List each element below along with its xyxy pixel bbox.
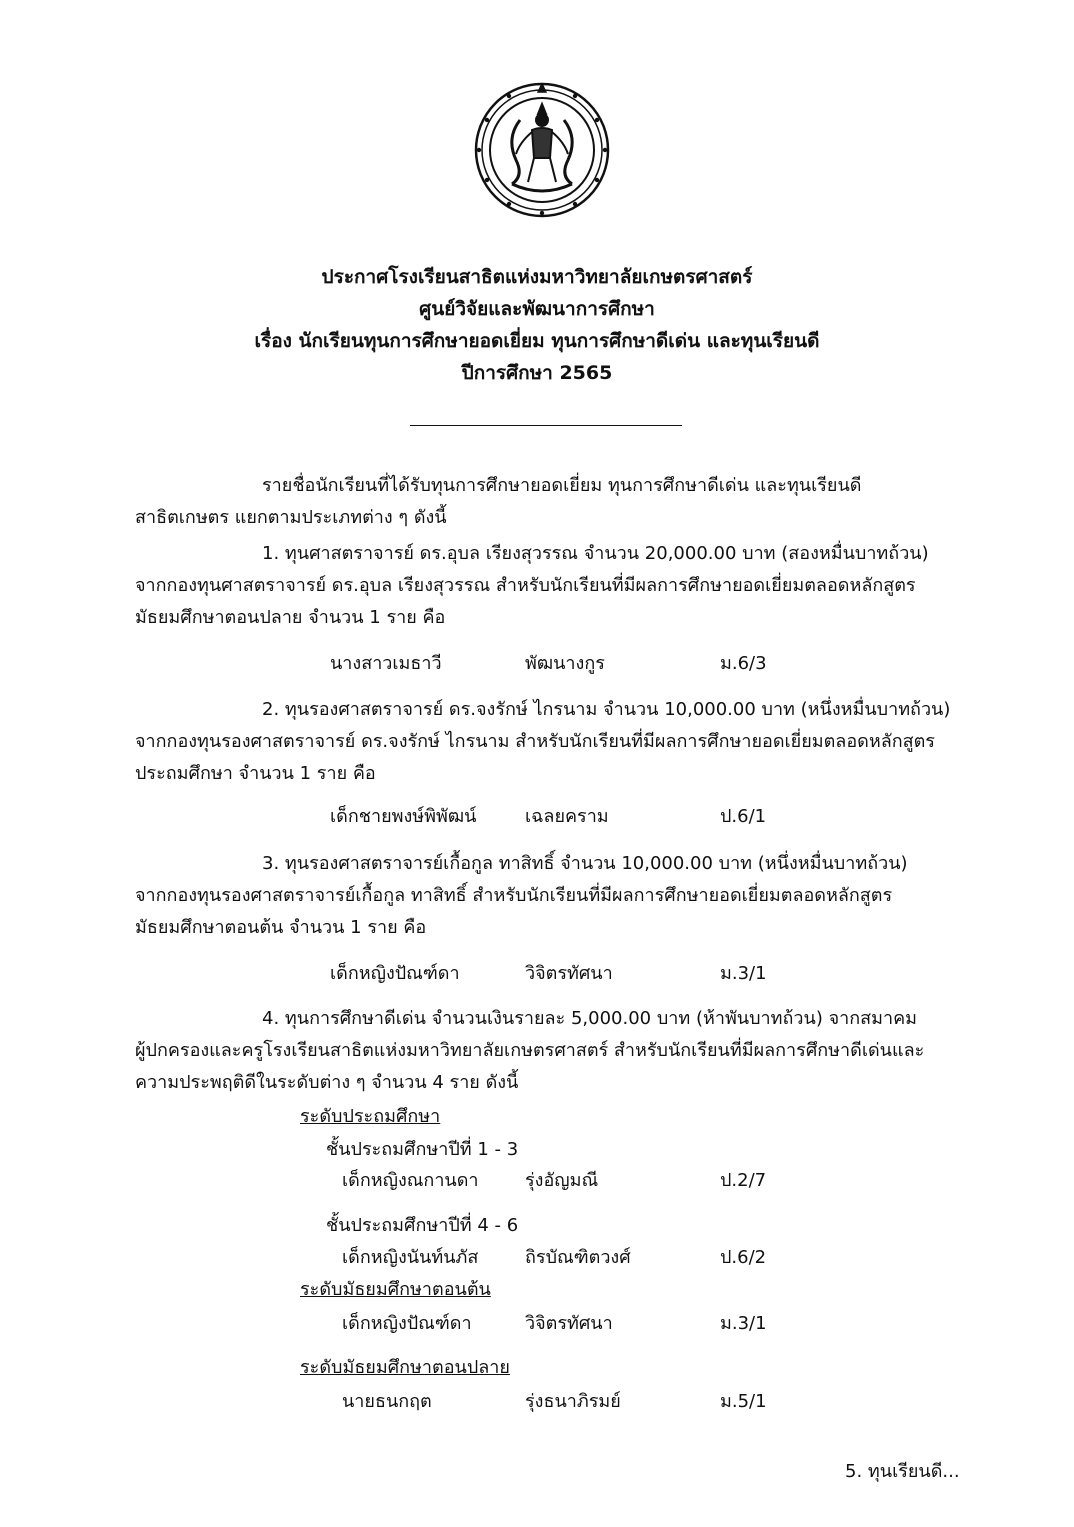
student-name: เด็กหญิงปัณฑ์ดา [330,963,460,984]
announcement-title-line1: ประกาศโรงเรียนสาธิตแห่งมหาวิทยาลัยเกษตรศาสตร์ [321,266,753,288]
item2-line2: จากกองทุนรองศาสตราจารย์ ดร.จงรักษ์ ไกรนาม สำหรับนักเรียนที่มีผลการศึกษายอดเยี่ยมตลอดหลักสูตร [135,731,935,752]
intro-line2: สาธิตเกษตร แยกตามประเภทต่าง ๆ ดังนี้ [135,507,447,528]
student-class: ป.6/1 [720,806,767,827]
student-surname: รุ่งอัญมณี [525,1170,599,1191]
announcement-title-line2: ศูนย์วิจัยและพัฒนาการศึกษา [419,298,655,320]
student-surname: วิจิตรทัศนา [525,963,613,984]
student-surname: ถิรบัณฑิตวงศ์ [525,1247,631,1268]
student-name: เด็กหญิงณกานดา [342,1170,479,1191]
item4-line1: 4. ทุนการศึกษาดีเด่น จำนวนเงินรายละ 5,000.00 บาท (ห้าพันบาทถ้วน) จากสมาคม [262,1008,917,1029]
item2-line1: 2. ทุนรองศาสตราจารย์ ดร.จงรักษ์ ไกรนาม จำนวน 10,000.00 บาท (หนึ่งหมื่นบาทถ้วน) [262,699,951,720]
student-class: ม.5/1 [720,1391,767,1412]
student-class: ม.6/3 [720,653,767,674]
announcement-subject: เรื่อง นักเรียนทุนการศึกษายอดเยี่ยม ทุนการศึกษาดีเด่น และทุนเรียนดี [254,330,820,352]
student-surname: พัฒนางกูร [525,653,605,674]
intro-line1: รายชื่อนักเรียนที่ได้รับทุนการศึกษายอดเยี่ยม ทุนการศึกษาดีเด่น และทุนเรียนดี [262,475,862,496]
student-name: เด็กชายพงษ์พิพัฒน์ [330,806,477,827]
item3-line2: จากกองทุนรองศาสตราจารย์เกื้อกูล ทาสิทธิ์ สำหรับนักเรียนที่มีผลการศึกษายอดเยี่ยมตลอดหลักสูตร [135,885,893,906]
item4-line3: ความประพฤติดีในระดับต่าง ๆ จำนวน 4 ราย ดังนี้ [135,1072,519,1093]
item2-line3: ประถมศึกษา จำนวน 1 ราย คือ [135,763,376,784]
student-class: ม.3/1 [720,963,767,984]
primary-grade-4-6-heading: ชั้นประถมศึกษาปีที่ 4 - 6 [326,1215,519,1236]
page-continuation: 5. ทุนเรียนดี... [845,1461,960,1482]
item3-line1: 3. ทุนรองศาสตราจารย์เกื้อกูล ทาสิทธิ์ จำนวน 10,000.00 บาท (หนึ่งหมื่นบาทถ้วน) [262,853,908,874]
student-class: ม.3/1 [720,1313,767,1334]
primary-grade-1-3-heading: ชั้นประถมศึกษาปีที่ 1 - 3 [326,1139,519,1160]
item1-line3: มัธยมศึกษาตอนปลาย จำนวน 1 ราย คือ [135,607,446,628]
student-class: ป.2/7 [720,1170,767,1191]
primary-level-heading: ระดับประถมศึกษา [300,1106,441,1127]
student-surname: วิจิตรทัศนา [525,1313,613,1334]
item1-line2: จากกองทุนศาสตราจารย์ ดร.อุบล เรียงสุวรรณ สำหรับนักเรียนที่มีผลการศึกษายอดเยี่ยมตลอดหลักสูตร [135,575,916,596]
school-seal-emblem [472,80,612,220]
student-class: ป.6/2 [720,1247,767,1268]
student-surname: รุ่งธนาภิรมย์ [525,1391,621,1412]
student-name: เด็กหญิงปัณฑ์ดา [342,1313,472,1334]
header-divider [410,425,682,426]
academic-year: ปีการศึกษา 2565 [461,362,613,384]
student-name: นายธนกฤต [342,1391,432,1412]
item3-line3: มัธยมศึกษาตอนต้น จำนวน 1 ราย คือ [135,917,427,938]
upper-secondary-heading: ระดับมัธยมศึกษาตอนปลาย [300,1357,510,1378]
item1-line1: 1. ทุนศาสตราจารย์ ดร.อุบล เรียงสุวรรณ จำนวน 20,000.00 บาท (สองหมื่นบาทถ้วน) [262,543,929,564]
student-surname: เฉลยคราม [525,806,609,827]
item4-line2: ผู้ปกครองและครูโรงเรียนสาธิตแห่งมหาวิทยาลัยเกษตรศาสตร์ สำหรับนักเรียนที่มีผลการศึกษาดีเด่นและ [135,1040,925,1061]
lower-secondary-heading: ระดับมัธยมศึกษาตอนต้น [300,1279,491,1300]
student-name: เด็กหญิงนันท์นภัส [342,1247,479,1268]
student-name: นางสาวเมธาวี [330,653,442,674]
